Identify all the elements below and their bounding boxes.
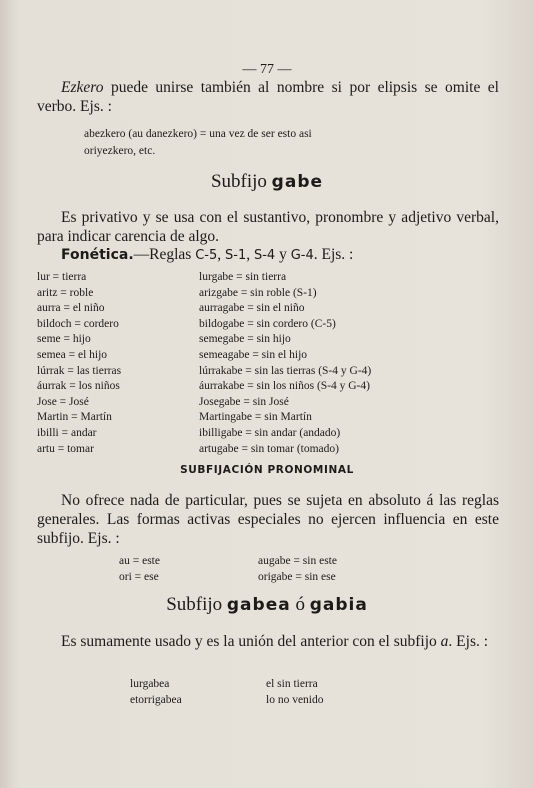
- list-item: áurrak = los niños: [37, 380, 120, 393]
- gabea-paragraph-italic: a: [440, 633, 449, 650]
- list-item: Martin = Martín: [37, 411, 112, 424]
- pronominal-left-examples: [119, 553, 160, 585]
- gabe-right-list: [199, 270, 371, 457]
- list-item: ibilli = andar: [37, 426, 97, 439]
- gabea-paragraph-end: . Ejs. :: [448, 633, 489, 650]
- list-item: aritz = roble: [37, 286, 94, 299]
- intro-example-line: abezkero (au danezkero) = una vez de ser esto asi: [84, 128, 312, 140]
- list-item: ibilligabe = sin andar (andado): [199, 426, 341, 439]
- list-item: lurgabe = sin tierra: [199, 271, 287, 283]
- fonetica-label: Fonética.: [61, 247, 134, 263]
- list-item: bildogabe = sin cordero (C-5): [199, 317, 336, 330]
- list-item: semegabe = sin hijo: [199, 333, 291, 346]
- fonetica-text: —Reglas: [133, 246, 196, 263]
- list-item: lur = tierra: [37, 271, 87, 283]
- list-item: el sin tierra: [266, 678, 318, 690]
- rule-code: S-1: [225, 248, 247, 263]
- list-item: Martingabe = sin Martín: [199, 411, 312, 424]
- list-item: seme = hijo: [37, 333, 91, 346]
- list-item: aurra = el niño: [37, 302, 105, 315]
- list-item: au = este: [119, 555, 160, 567]
- list-item: lo no venido: [266, 694, 324, 706]
- rule-code: S-4: [253, 248, 276, 263]
- fonetica-line: Fonética.—Reglas C-5, S-1, S-4 y G-4. Ejs. :: [61, 246, 354, 263]
- list-item: semeagabe = sin el hijo: [199, 348, 308, 361]
- list-item: lurgabea: [130, 678, 170, 690]
- pronominal-right-examples: [258, 553, 337, 585]
- rule-code: G-4: [290, 248, 314, 263]
- intro-word: Ezkero: [61, 79, 104, 96]
- gabea-heading-word: gabea: [226, 595, 291, 615]
- gabe-left-list: [37, 270, 121, 457]
- list-item: semea = el hijo: [37, 348, 108, 361]
- list-item: Jose = José: [37, 395, 89, 408]
- list-item: bildoch = cordero: [37, 317, 119, 330]
- gabe-heading-prefix: Subfijo: [210, 171, 272, 192]
- page-number: — 77 —: [242, 62, 292, 77]
- gabea-heading-connector: ó: [290, 594, 310, 615]
- intro-text: puede unirse también al nombre si por elipsis se omite el verbo. Ejs. :: [37, 79, 499, 115]
- list-item: arizgabe = sin roble (S-1): [199, 286, 317, 299]
- gabea-paragraph-start: Es sumamente usado y es la unión del anterior con el subfijo: [61, 633, 441, 650]
- gabea-right-examples: [266, 676, 324, 708]
- rule-code: C-5: [195, 248, 218, 263]
- gabe-heading-word: gabe: [271, 172, 324, 192]
- pronominal-paragraph: No ofrece nada de particular, pues se sujeta en absoluto á las reglas generales. Las formas activas especiales no ejercen influencia en este subfijo. Ejs. :: [37, 492, 499, 547]
- list-item: etorrigabea: [130, 694, 182, 706]
- intro-examples: [84, 126, 484, 160]
- gabia-heading-word: gabia: [309, 595, 368, 615]
- gabea-paragraph: [37, 632, 499, 651]
- list-item: lúrrakabe = sin las tierras (S-4 y G-4): [199, 364, 372, 377]
- gabea-left-examples: [130, 676, 182, 708]
- gabe-paragraph: Es privativo y se usa con el sustantivo, pronombre y adjetivo verbal, para indicar carencia de algo.: [37, 209, 499, 245]
- list-item: augabe = sin este: [258, 555, 337, 567]
- gabea-heading-prefix: Subfijo: [166, 594, 227, 615]
- gabea-heading: [0, 594, 534, 616]
- list-item: lúrrak = las tierras: [37, 364, 122, 377]
- list-item: origabe = sin ese: [258, 571, 336, 583]
- fonetica-end: . Ejs. :: [313, 246, 354, 263]
- intro-example-line: oriyezkero, etc.: [84, 145, 156, 157]
- intro-paragraph: [37, 78, 499, 116]
- list-item: Josegabe = sin José: [199, 395, 289, 408]
- gabe-heading: [0, 171, 534, 193]
- list-item: aurragabe = sin el niño: [199, 302, 305, 315]
- list-item: áurrakabe = sin los niños (S-4 y G-4): [199, 380, 370, 393]
- pronominal-heading: SUBFIJACIÓN PRONOMINAL: [180, 464, 354, 476]
- list-item: ori = ese: [119, 571, 159, 583]
- list-item: artu = tomar: [37, 442, 94, 455]
- list-item: artugabe = sin tomar (tomado): [199, 442, 339, 455]
